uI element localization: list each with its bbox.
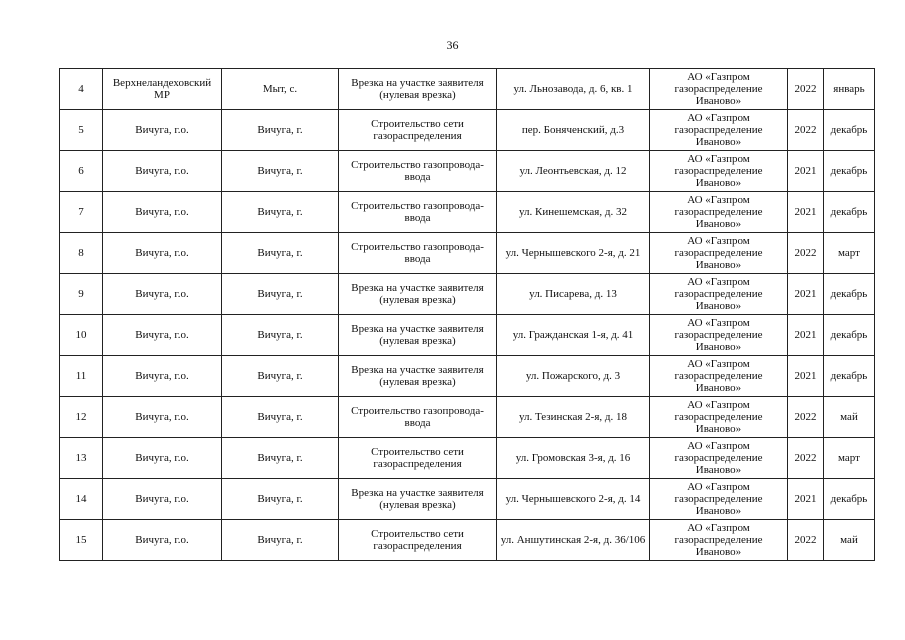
work-type-cell: Строительство сети газораспределения [339,110,497,151]
district-cell: Вичуга, г.о. [103,397,222,438]
year-cell: 2022 [788,69,824,110]
year-cell: 2021 [788,151,824,192]
locality-cell: Вичуга, г. [222,192,339,233]
locality-cell: Вичуга, г. [222,479,339,520]
year-cell: 2022 [788,397,824,438]
district-cell: Вичуга, г.о. [103,274,222,315]
row-number-cell: 14 [60,479,103,520]
row-number-cell: 15 [60,520,103,561]
month-cell: май [824,520,875,561]
locality-cell: Вичуга, г. [222,274,339,315]
table-row [60,192,875,233]
month-cell: январь [824,69,875,110]
table-body [60,69,875,561]
year-cell: 2021 [788,356,824,397]
locality-cell: Вичуга, г. [222,356,339,397]
organization-cell: АО «Газпром газораспределение Иваново» [650,520,788,561]
row-number-cell: 8 [60,233,103,274]
work-type-cell: Строительство газопровода-ввода [339,233,497,274]
locality-cell: Вичуга, г. [222,151,339,192]
year-cell: 2022 [788,520,824,561]
table-row [60,110,875,151]
table-row [60,397,875,438]
work-type-cell: Строительство газопровода-ввода [339,192,497,233]
month-cell: декабрь [824,151,875,192]
year-cell: 2021 [788,274,824,315]
organization-cell: АО «Газпром газораспределение Иваново» [650,438,788,479]
table-row [60,479,875,520]
address-cell: ул. Аншутинская 2-я, д. 36/106 [497,520,650,561]
row-number-cell: 4 [60,69,103,110]
district-cell: Вичуга, г.о. [103,479,222,520]
table-row [60,315,875,356]
address-cell: ул. Кинешемская, д. 32 [497,192,650,233]
district-cell: Вичуга, г.о. [103,520,222,561]
month-cell: декабрь [824,110,875,151]
work-type-cell: Строительство газопровода-ввода [339,397,497,438]
work-type-cell: Строительство сети газораспределения [339,520,497,561]
row-number-cell: 6 [60,151,103,192]
year-cell: 2022 [788,233,824,274]
table-row [60,274,875,315]
locality-cell: Вичуга, г. [222,315,339,356]
address-cell: ул. Леонтьевская, д. 12 [497,151,650,192]
year-cell: 2022 [788,438,824,479]
organization-cell: АО «Газпром газораспределение Иваново» [650,69,788,110]
table-row [60,151,875,192]
row-number-cell: 13 [60,438,103,479]
month-cell: декабрь [824,315,875,356]
month-cell: декабрь [824,356,875,397]
district-cell: Вичуга, г.о. [103,233,222,274]
district-cell: Верхнеландеховский МР [103,69,222,110]
organization-cell: АО «Газпром газораспределение Иваново» [650,274,788,315]
table-row [60,69,875,110]
gasification-table [59,68,875,561]
row-number-cell: 7 [60,192,103,233]
address-cell: ул. Чернышевского 2-я, д. 14 [497,479,650,520]
work-type-cell: Строительство газопровода-ввода [339,151,497,192]
month-cell: декабрь [824,274,875,315]
work-type-cell: Врезка на участке заявителя (нулевая врезка) [339,274,497,315]
locality-cell: Вичуга, г. [222,110,339,151]
year-cell: 2021 [788,315,824,356]
work-type-cell: Строительство сети газораспределения [339,438,497,479]
organization-cell: АО «Газпром газораспределение Иваново» [650,233,788,274]
organization-cell: АО «Газпром газораспределение Иваново» [650,192,788,233]
work-type-cell: Врезка на участке заявителя (нулевая врезка) [339,69,497,110]
month-cell: май [824,397,875,438]
row-number-cell: 5 [60,110,103,151]
district-cell: Вичуга, г.о. [103,110,222,151]
month-cell: декабрь [824,192,875,233]
month-cell: март [824,438,875,479]
work-type-cell: Врезка на участке заявителя (нулевая врезка) [339,315,497,356]
row-number-cell: 11 [60,356,103,397]
address-cell: ул. Чернышевского 2-я, д. 21 [497,233,650,274]
row-number-cell: 9 [60,274,103,315]
locality-cell: Мыт, с. [222,69,339,110]
month-cell: декабрь [824,479,875,520]
year-cell: 2021 [788,479,824,520]
district-cell: Вичуга, г.о. [103,315,222,356]
district-cell: Вичуга, г.о. [103,438,222,479]
table-row [60,233,875,274]
year-cell: 2022 [788,110,824,151]
district-cell: Вичуга, г.о. [103,151,222,192]
table-row [60,520,875,561]
work-type-cell: Врезка на участке заявителя (нулевая врезка) [339,479,497,520]
organization-cell: АО «Газпром газораспределение Иваново» [650,356,788,397]
address-cell: пер. Боняченский, д.3 [497,110,650,151]
address-cell: ул. Гражданская 1-я, д. 41 [497,315,650,356]
table-row [60,438,875,479]
district-cell: Вичуга, г.о. [103,356,222,397]
month-cell: март [824,233,875,274]
row-number-cell: 12 [60,397,103,438]
address-cell: ул. Пожарского, д. 3 [497,356,650,397]
locality-cell: Вичуга, г. [222,438,339,479]
table-row [60,356,875,397]
organization-cell: АО «Газпром газораспределение Иваново» [650,479,788,520]
district-cell: Вичуга, г.о. [103,192,222,233]
locality-cell: Вичуга, г. [222,397,339,438]
locality-cell: Вичуга, г. [222,233,339,274]
organization-cell: АО «Газпром газораспределение Иваново» [650,397,788,438]
organization-cell: АО «Газпром газораспределение Иваново» [650,110,788,151]
address-cell: ул. Громовская 3-я, д. 16 [497,438,650,479]
organization-cell: АО «Газпром газораспределение Иваново» [650,315,788,356]
address-cell: ул. Льнозавода, д. 6, кв. 1 [497,69,650,110]
address-cell: ул. Писарева, д. 13 [497,274,650,315]
row-number-cell: 10 [60,315,103,356]
year-cell: 2021 [788,192,824,233]
locality-cell: Вичуга, г. [222,520,339,561]
work-type-cell: Врезка на участке заявителя (нулевая врезка) [339,356,497,397]
organization-cell: АО «Газпром газораспределение Иваново» [650,151,788,192]
page-number: 36 [446,38,459,52]
address-cell: ул. Тезинская 2-я, д. 18 [497,397,650,438]
